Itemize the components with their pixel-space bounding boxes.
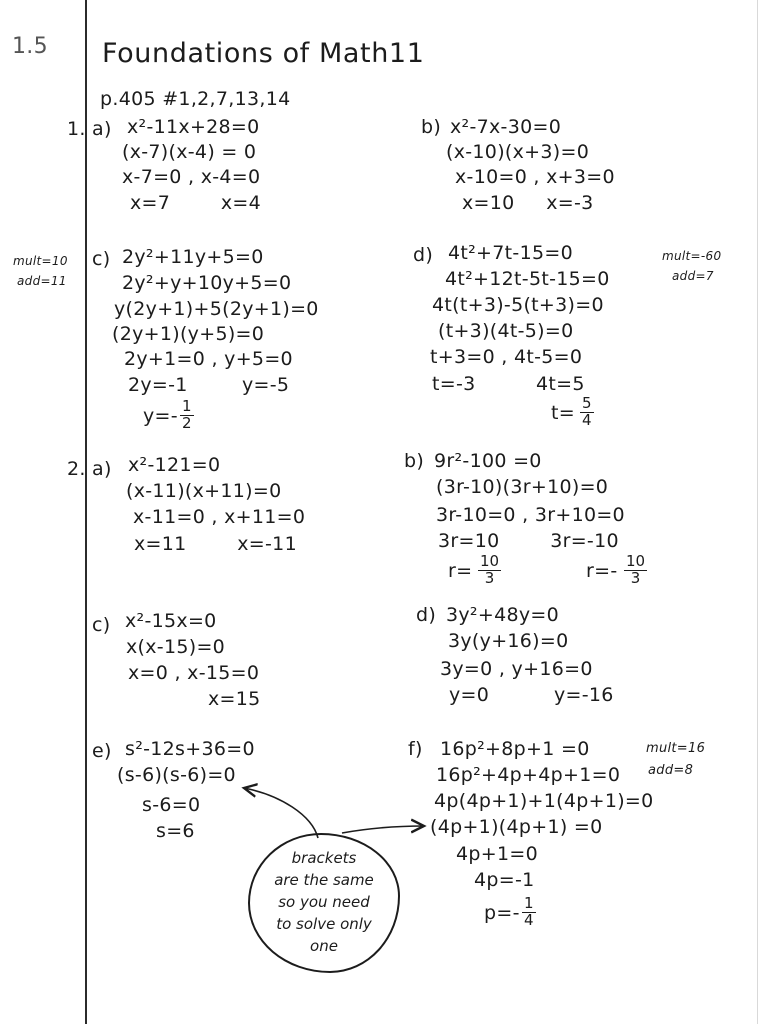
problem-label: c)	[92, 614, 111, 636]
equation-line: (2y+1)(y+5)=0	[112, 323, 265, 345]
equation-line: x=0 , x-15=0	[128, 662, 260, 684]
equation-line: x²-15x=0	[125, 610, 217, 632]
equation-line: 4p+1=0	[456, 843, 538, 865]
equation-line: x=11 x=-11	[134, 533, 297, 555]
equation-line: 3y²+48y=0	[446, 604, 559, 626]
bubble-line: are the same	[274, 871, 374, 889]
equation-line: x=10 x=-3	[462, 192, 594, 214]
fraction-numerator: 10	[626, 552, 646, 570]
problem-label: b)	[404, 450, 425, 472]
fraction-denominator: 3	[630, 568, 641, 587]
equation-line: 2y+1=0 , y+5=0	[124, 348, 293, 370]
fraction-numerator: 5	[582, 394, 592, 412]
question-1-number: 1.	[67, 118, 86, 140]
problem-label: a)	[92, 118, 112, 140]
bubble-line: so you need	[278, 893, 370, 911]
note-bubble	[248, 833, 400, 973]
equation-line: r=	[448, 560, 473, 582]
problem-label: a)	[92, 458, 112, 480]
equation-line: 3r=10 3r=-10	[438, 530, 619, 552]
problem-label: d)	[413, 244, 434, 266]
equation-line: x²-121=0	[128, 454, 221, 476]
equation-line: (s-6)(s-6)=0	[117, 764, 236, 786]
equation-line: t=-3	[432, 373, 476, 395]
fraction-denominator: 3	[484, 568, 495, 587]
bubble-line: to solve only	[276, 915, 372, 933]
side-note: add=8	[648, 763, 694, 778]
equation-line: 16p²+8p+1 =0	[440, 738, 590, 760]
fraction-numerator: 1	[182, 397, 192, 415]
equation-line: 4t=5	[536, 373, 585, 395]
fraction-numerator: 1	[524, 894, 534, 912]
equation-line: x=15	[208, 688, 261, 710]
side-note: add=11	[17, 274, 67, 288]
side-note: mult=10	[13, 254, 68, 268]
equation-line: 4t²+12t-5t-15=0	[445, 268, 610, 290]
equation-line: s²-12s+36=0	[125, 738, 255, 760]
equation-line: 16p²+4p+4p+1=0	[436, 764, 621, 786]
equation-line: y=-	[143, 405, 178, 427]
arrow-to-f	[342, 826, 424, 833]
equation-line: x=7 x=4	[130, 192, 262, 214]
equation-line: 2y²+11y+5=0	[122, 246, 264, 268]
side-note: add=7	[672, 269, 714, 283]
equation-line: x-7=0 , x-4=0	[122, 166, 261, 188]
equation-line: y=0	[449, 684, 490, 706]
equation-line: 3y(y+16)=0	[448, 630, 569, 652]
equation-line: x²-7x-30=0	[450, 116, 562, 138]
problem-label: e)	[92, 740, 112, 762]
equation-line: (t+3)(4t-5)=0	[438, 320, 574, 342]
page-title: Foundations of Math11	[102, 38, 425, 69]
problem-label: d)	[416, 604, 437, 626]
equation-line: 3y=0 , y+16=0	[440, 658, 593, 680]
problem-label: f)	[408, 738, 423, 760]
equation-line: 3r-10=0 , 3r+10=0	[436, 504, 625, 526]
equation-line: y=-5	[242, 374, 290, 396]
equation-line: 4t(t+3)-5(t+3)=0	[432, 294, 604, 316]
section-number: 1.5	[12, 34, 48, 59]
equation-line: 2y=-1	[128, 374, 188, 396]
equation-line: y(2y+1)+5(2y+1)=0	[114, 298, 319, 320]
equation-line: 4p=-1	[474, 869, 535, 891]
equation-line: r=-	[586, 560, 618, 582]
equation-line: x(x-15)=0	[126, 636, 226, 658]
bubble-line: one	[310, 937, 338, 955]
equation-line: 9r²-100 =0	[434, 450, 542, 472]
equation-line: s-6=0	[142, 794, 201, 816]
arrow-to-e	[244, 788, 318, 838]
equation-line: t+3=0 , 4t-5=0	[430, 346, 583, 368]
fraction-denominator: 2	[182, 413, 192, 432]
assignment-reference: p.405 #1,2,7,13,14	[100, 88, 291, 110]
fraction-numerator: 10	[480, 552, 500, 570]
equation-line: 4p(4p+1)+1(4p+1)=0	[434, 790, 654, 812]
equation-line: (x-11)(x+11)=0	[126, 480, 282, 502]
equation-line: (4p+1)(4p+1) =0	[430, 816, 603, 838]
problem-label: c)	[92, 248, 111, 270]
equation-line: y=-16	[554, 684, 614, 706]
equation-line: x-10=0 , x+3=0	[455, 166, 615, 188]
equation-line: x²-11x+28=0	[127, 116, 260, 138]
equation-line: (x-7)(x-4) = 0	[122, 141, 257, 163]
equation-line: (3r-10)(3r+10)=0	[436, 476, 609, 498]
equation-line: 2y²+y+10y+5=0	[122, 272, 292, 294]
equation-line: s=6	[156, 820, 195, 842]
fraction-denominator: 4	[524, 910, 534, 929]
equation-line: x-11=0 , x+11=0	[133, 506, 306, 528]
question-2-number: 2.	[67, 458, 86, 480]
equation-line: 4t²+7t-15=0	[448, 242, 573, 264]
equation-line: t=	[551, 402, 575, 424]
bubble-line: brackets	[291, 849, 357, 867]
problem-label: b)	[421, 116, 442, 138]
fraction-denominator: 4	[582, 410, 592, 429]
equation-line: (x-10)(x+3)=0	[446, 141, 590, 163]
equation-line: p=-	[484, 902, 520, 924]
side-note: mult=-60	[662, 249, 722, 263]
side-note: mult=16	[646, 741, 706, 756]
